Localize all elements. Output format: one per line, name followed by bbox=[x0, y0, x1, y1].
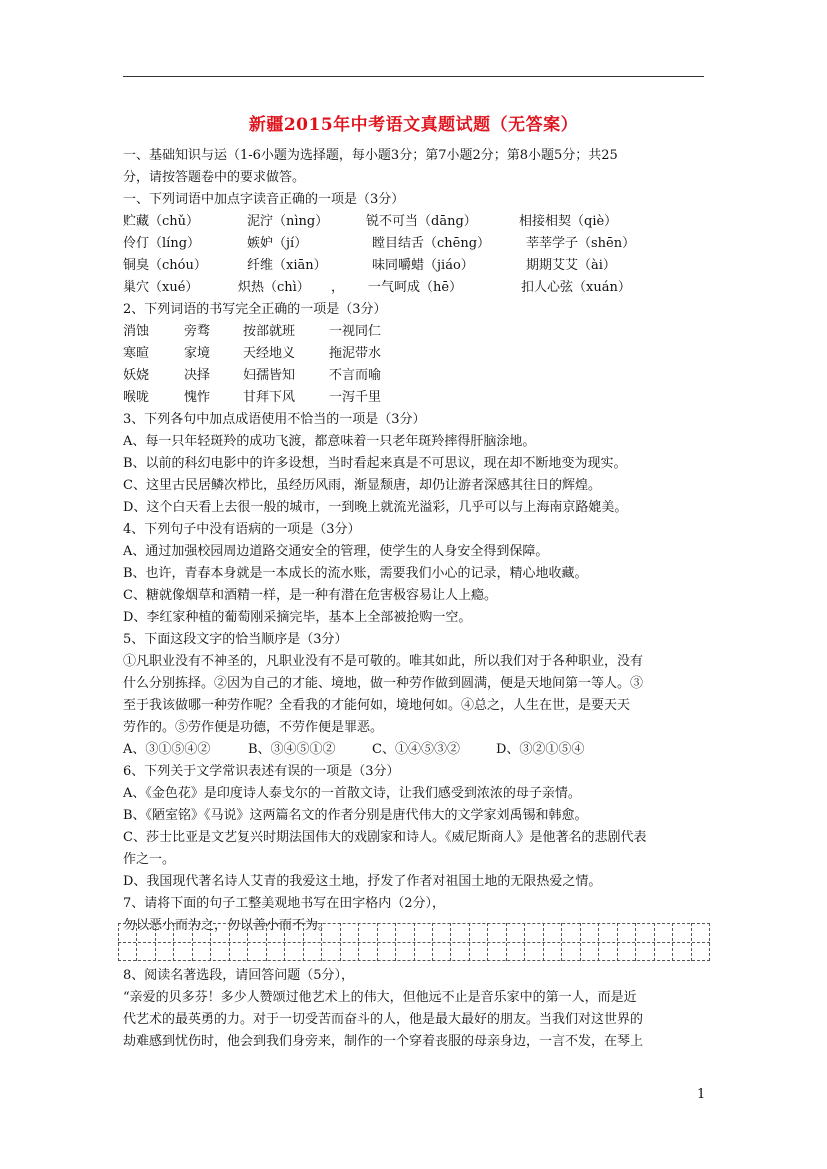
q5-passage-line: ①凡职业没有不神圣的，凡职业没有不是可敬的。唯其如此，所以我们对于各种职业，没有 bbox=[123, 654, 644, 669]
q4-option-b: B、也许，青春本身就是一本成长的流水账，需要我们小心的记录，精心地收藏。 bbox=[123, 566, 588, 581]
q1-option-word: 贮藏（chǔ） bbox=[123, 214, 200, 229]
q2-stem: 2、下列词语的书写完全正确的一项是（3分） bbox=[123, 302, 387, 317]
q4-option-a: A、通过加强校园周边道路交通安全的管理，使学生的人身安全得到保障。 bbox=[123, 544, 549, 559]
grid-line bbox=[284, 923, 285, 961]
q6-option-a: A、《金色花》是印度诗人泰戈尔的一首散文诗，让我们感受到浓浓的母子亲情。 bbox=[123, 786, 581, 801]
header-rule bbox=[123, 76, 704, 77]
grid-line bbox=[469, 923, 470, 961]
q2-word: 甘拜下风 bbox=[243, 390, 296, 405]
grid-line bbox=[136, 923, 137, 961]
q1-option-word: 铜臭（chóu） bbox=[123, 258, 207, 273]
q5-passage-line: 什么分别拣择。②因为自己的才能、境地，做一种劳作做到圆满，便是天地间第一等人。③ bbox=[123, 676, 644, 691]
q3-option-c: C、这里古民居鳞次栉比，虽经历风雨，渐显颓唐，却仍让游者深感其往日的辉煌。 bbox=[123, 478, 601, 493]
q1-option-word: 莘莘学子（shēn） bbox=[526, 236, 636, 251]
q1-option-word: 纤维（xiān） bbox=[247, 258, 327, 273]
q7-sentence: 勿以恶小而为之，勿以善小而不为。 bbox=[123, 918, 332, 933]
q1-comma: ， bbox=[331, 280, 345, 295]
grid-line bbox=[543, 923, 544, 961]
q2-word: 家境 bbox=[184, 346, 211, 361]
q5-option: B、③④⑤①② bbox=[248, 742, 336, 757]
grid-line bbox=[617, 923, 618, 961]
q4-option-c: C、糖就像烟草和酒精一样，是一种有潜在危害极容易让人上瘾。 bbox=[123, 588, 497, 603]
q8-stem: 8、阅读名著选段，请回答问题（5分）， bbox=[123, 968, 355, 983]
grid-line bbox=[450, 923, 451, 961]
q3-option-a: A、每一只年轻斑羚的成功飞渡，都意味着一只老年斑羚摔得肝脑涂地。 bbox=[123, 434, 536, 449]
q6-option-c: C、莎士比亚是文艺复兴时期法国伟大的戏剧家和诗人。《威尼斯商人》是他著名的悲剧代表 bbox=[123, 830, 647, 845]
q3-stem: 3、下列各句中加点成语使用不恰当的一项是（3分） bbox=[123, 412, 426, 427]
q2-word: 愧怍 bbox=[184, 390, 211, 405]
grid-line bbox=[266, 923, 267, 961]
grid-line bbox=[321, 923, 322, 961]
grid-line bbox=[229, 923, 230, 961]
grid-line bbox=[432, 923, 433, 961]
q1-option-word: 泥泞（nìng） bbox=[247, 214, 329, 229]
grid-line bbox=[561, 923, 562, 961]
section-intro: 一、基础知识与运（1-6小题为选择题，每小题3分；第7小题2分；第8小题5分；共25 bbox=[123, 148, 618, 163]
q1-option-word: 相接相契（qiè） bbox=[519, 214, 618, 229]
q2-word: 拖泥带水 bbox=[329, 346, 382, 361]
grid-line bbox=[303, 923, 304, 961]
grid-line bbox=[192, 923, 193, 961]
tian-zi-grid[interactable] bbox=[118, 923, 710, 961]
q8-passage-line: “亲爱的贝多芬！多少人赞颂过他艺术上的伟大，但他远不止是音乐家中的第一人，而是近 bbox=[123, 990, 637, 1005]
q3-option-b: B、以前的科幻电影中的许多设想，当时看起来真是不可思议，现在却不断地变为现实。 bbox=[123, 456, 627, 471]
grid-line bbox=[506, 923, 507, 961]
q7-stem: 7、请将下面的句子工整美观地书写在田字格内（2分）， bbox=[123, 896, 446, 911]
q2-word: 一视同仁 bbox=[329, 324, 382, 339]
q5-option: D、③②①⑤④ bbox=[496, 742, 585, 757]
grid-line bbox=[247, 923, 248, 961]
q1-option-word: 锐不可当（dāng） bbox=[366, 214, 477, 229]
grid-line bbox=[654, 923, 655, 961]
q5-option: A、③①⑤④② bbox=[123, 742, 211, 757]
grid-line bbox=[377, 923, 378, 961]
grid-line bbox=[580, 923, 581, 961]
q2-word: 不言而喻 bbox=[329, 368, 382, 383]
q2-word: 旁骛 bbox=[184, 324, 211, 339]
grid-line bbox=[155, 923, 156, 961]
q8-passage-line: 代艺术的最英勇的力。对于一切受苦而奋斗的人，他是最大最好的朋友。当我们对这世界的 bbox=[123, 1012, 644, 1027]
grid-line bbox=[524, 923, 525, 961]
q1-option-word: 巢穴（xué） bbox=[123, 280, 199, 295]
q4-stem: 4、下列句子中没有语病的一项是（3分） bbox=[123, 522, 361, 537]
page-title: 新疆2015年中考语文真题试题（无答案） bbox=[248, 115, 579, 135]
q5-passage-line: 至于我该做哪一种劳作呢？全看我的才能何如，境地何如。④总之，人生在世，是要天天 bbox=[123, 698, 631, 713]
q2-word: 按部就班 bbox=[243, 324, 296, 339]
grid-line bbox=[358, 923, 359, 961]
q6-option-c-cont: 作之一。 bbox=[123, 852, 176, 867]
grid-line bbox=[598, 923, 599, 961]
q8-passage-line: 劫难感到忧伤时，他会到我们身旁来，制作的一个穿着丧服的母亲身边，一言不发，在琴上 bbox=[123, 1034, 644, 1049]
q4-option-d: D、李红家种植的葡萄刚采摘完毕，基本上全部被抢购一空。 bbox=[123, 610, 472, 625]
q6-option-d: D、我国现代著名诗人艾青的我爱这土地，抒发了作者对祖国土地的无限热爱之情。 bbox=[123, 874, 602, 889]
grid-line bbox=[340, 923, 341, 961]
grid-line bbox=[709, 923, 710, 961]
q6-stem: 6、下列关于文学常识表述有误的一项是（3分） bbox=[123, 764, 400, 779]
q2-word: 一泻千里 bbox=[329, 390, 382, 405]
grid-line bbox=[395, 923, 396, 961]
grid-line bbox=[691, 923, 692, 961]
q6-option-b: B、《陋室铭》《马说》这两篇名文的作者分别是唐代伟大的文学家刘禹锡和韩愈。 bbox=[123, 808, 588, 823]
q1-option-word: 嫉妒（jí） bbox=[247, 236, 308, 251]
q2-word: 寒暄 bbox=[123, 346, 150, 361]
page-number: 1 bbox=[697, 1087, 706, 1102]
section-intro-cont: 分，请按答题卷中的要求做答。 bbox=[123, 170, 306, 185]
q1-option-word: 扣人心弦（xuán） bbox=[521, 280, 631, 295]
grid-line bbox=[414, 923, 415, 961]
q2-word: 决择 bbox=[184, 368, 211, 383]
q2-word: 消蚀 bbox=[123, 324, 150, 339]
q1-option-word: 味同嚼蜡（jiáo） bbox=[372, 258, 474, 273]
q1-option-word: 一气呵成（hē） bbox=[368, 280, 463, 295]
q1-option-word: 炽热（chì） bbox=[238, 280, 310, 295]
grid-line bbox=[118, 923, 119, 961]
grid-line bbox=[173, 923, 174, 961]
grid-line bbox=[210, 923, 211, 961]
q5-stem: 5、下面这段文字的恰当顺序是（3分） bbox=[123, 632, 348, 647]
q5-option: C、①④⑤③② bbox=[372, 742, 460, 757]
q1-option-word: 伶仃（líng） bbox=[123, 236, 201, 251]
grid-line bbox=[487, 923, 488, 961]
q1-option-word: 期期艾艾（ài） bbox=[526, 258, 616, 273]
q2-word: 喉咙 bbox=[123, 390, 150, 405]
q2-word: 妖娆 bbox=[123, 368, 150, 383]
q5-passage-line: 劳作的。⑤劳作便是功德，不劳作便是罪恶。 bbox=[123, 720, 384, 735]
q2-word: 妇孺皆知 bbox=[243, 368, 296, 383]
grid-line bbox=[635, 923, 636, 961]
q3-option-d: D、这个白天看上去很一般的城市，一到晚上就流光溢彩，几乎可以与上海南京路媲美。 bbox=[123, 500, 628, 515]
q1-stem: 一、下列词语中加点字读音正确的一项是（3分） bbox=[123, 192, 405, 207]
q2-word: 天经地义 bbox=[243, 346, 296, 361]
grid-line bbox=[672, 923, 673, 961]
q1-option-word: 瞠目结舌（chēng） bbox=[372, 236, 491, 251]
